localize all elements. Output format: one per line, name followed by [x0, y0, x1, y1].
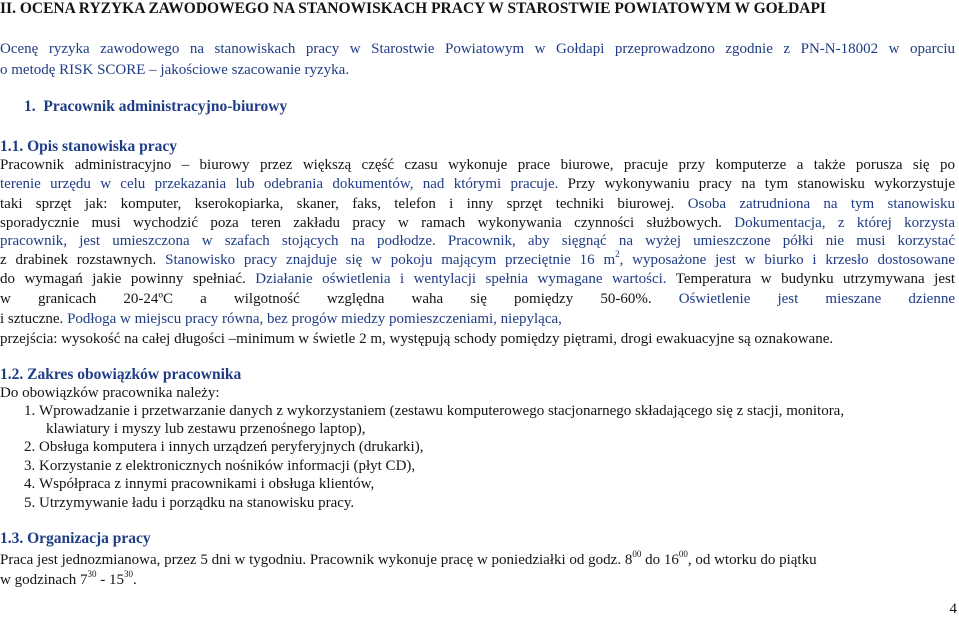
- desc-line-4: sporadycznie musi wychodzić poza teren zakładu pracy w ramach wykonywania czynności służbowych. Dokumentacja, z której korzysta: [0, 215, 955, 231]
- desc-line-5: pracownik, jest umieszczona w szafach stojących na podłodze. Pracownik, aby sięgnąć na wyżej umieszczone półki nie musi korzystać: [0, 233, 956, 249]
- section-1-title: Pracownik administracyjno-biurowy: [43, 98, 288, 115]
- section-1-1-heading: 1.1. Opis stanowiska pracy: [0, 138, 177, 155]
- section-1-number: 1.: [24, 98, 36, 115]
- duty-item-4: 4. Współpraca z innymi pracownikami i obsługa klientów,: [24, 476, 375, 492]
- section-1-3-heading: 1.3. Organizacja pracy: [0, 530, 151, 547]
- organization-line-1: Praca jest jednozmianowa, przez 5 dni w tygodniu. Pracownik wykonuje pracę w poniedziałki od godz. $8^{00}$ do $16^{00}$, od wtorku do piątku: [0, 549, 817, 568]
- duty-item-2: 2. Obsługa komputera i innych urządzeń peryferyjnych (drukarki),: [24, 439, 424, 455]
- desc-line-6: z drabinek rozstawnych. Stanowisko pracy znajduje się w pokoju mającym przeciętnie 16 $m^2$, wyposażone jest w biurko i krzesło dostosowane: [0, 249, 955, 268]
- page-title: II. OCENA RYZYKA ZAWODOWEGO NA STANOWISKACH PRACY W STAROSTWIE POWIATOWYM W GOŁDAPI: [0, 0, 826, 17]
- desc-line-9: i sztuczne. Podłoga w miejscu pracy równa, bez progów miedzy pomieszczeniami, niepyląca,: [0, 311, 562, 327]
- desc-line-7: do wymagań jakie powinny spełniać. Działanie oświetlenia i wentylacji spełnia wymagane wartości. Temperatura w budynku utrzymywana jest: [0, 271, 955, 287]
- desc-line-1: Pracownik administracyjno – biurowy przez większą część czasu wykonuje prace biurowe, pracuje przy komputerze a także porusza się po: [0, 157, 955, 173]
- desc-line-10: przejścia: wysokość na całej długości –minimum w świetle 2 m, występują schody pomiędzy piętrami, drogi ewakuacyjne są oznakowane.: [0, 331, 834, 347]
- duty-item-1-cont: klawiatury i myszy lub zestawu przenośnego laptop),: [46, 421, 366, 437]
- desc-line-8: w granicach 20-24ºC a wilgotność względna waha się pomiędzy 50-60%. Oświetlenie jest mieszane dzienne: [0, 291, 955, 307]
- duty-item-5: 5. Utrzymywanie ładu i porządku na stanowisku pracy.: [24, 495, 355, 511]
- organization-line-2: w godzinach $7^{30} - 15^{30}$.: [0, 569, 137, 588]
- duty-item-1: 1. Wprowadzanie i przetwarzanie danych z wykorzystaniem (zestawu komputerowego stacjonarnego składającego się z stacji, monitora,: [24, 403, 845, 419]
- intro-line-2: o metodę RISK SCORE – jakościowe szacowanie ryzyka.: [0, 62, 350, 78]
- section-1-2-heading: 1.2. Zakres obowiązków pracownika: [0, 366, 242, 383]
- desc-line-3: taki sprzęt jak: komputer, kserokopiarka, skaner, faks, telefon i inny sprzęt techniki biurowej. Osoba zatrudniona na tym stanowisku: [0, 196, 955, 212]
- duties-lead: Do obowiązków pracownika należy:: [0, 385, 220, 401]
- duty-item-3: 3. Korzystanie z elektronicznych nośników informacji (płyt CD),: [24, 458, 416, 474]
- intro-line-1: Ocenę ryzyka zawodowego na stanowiskach pracy w Starostwie Powiatowym w Gołdapi przeprowadzono zgodnie z PN-N-18002 w oparciu: [0, 41, 955, 57]
- page-number: 4: [949, 601, 957, 617]
- desc-line-2: terenie urzędu w celu przekazania lub odebrania dokumentów, nad którymi pracuje. Przy wykonywaniu pracy na tym stanowisku wykorzystuje: [0, 176, 955, 192]
- section-1-heading: [24, 98, 287, 116]
